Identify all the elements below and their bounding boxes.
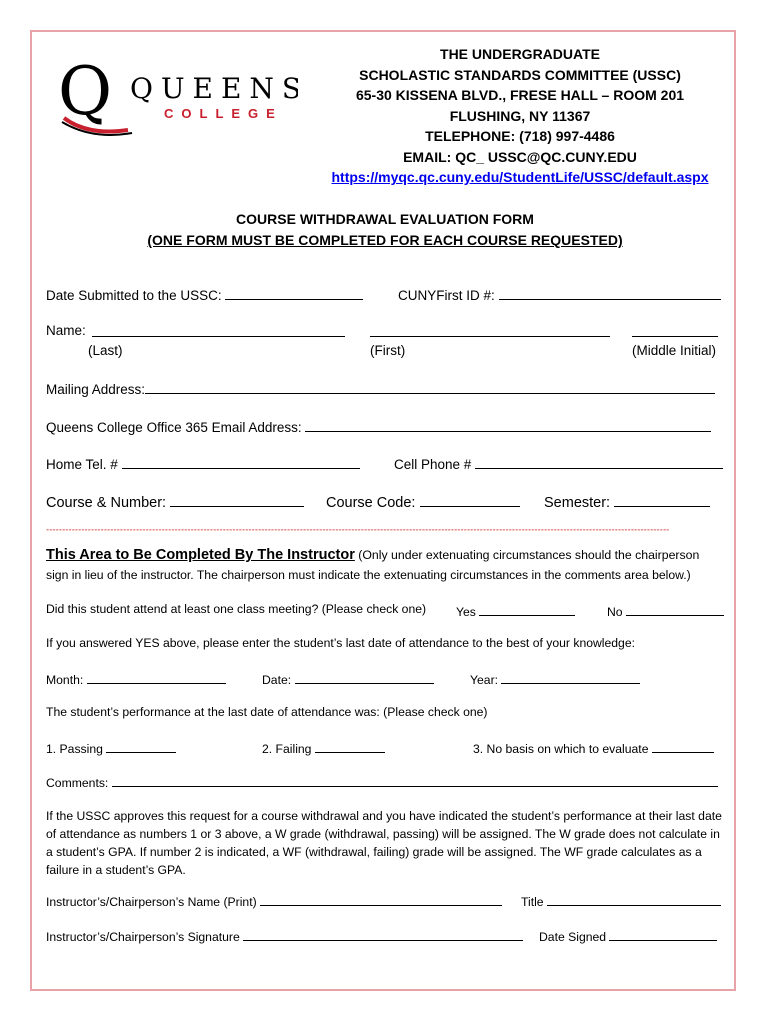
name-print-field[interactable] bbox=[46, 892, 502, 909]
year-label: Year: bbox=[470, 673, 499, 687]
year-field[interactable] bbox=[470, 670, 640, 687]
no-basis-field[interactable] bbox=[473, 739, 714, 756]
failing-label: 2. Failing bbox=[262, 742, 312, 756]
no-basis-label: 3. No basis on which to evaluate bbox=[473, 742, 649, 756]
date-signed-field[interactable] bbox=[539, 927, 717, 944]
course-code-field[interactable] bbox=[326, 493, 520, 511]
committee-header bbox=[300, 44, 740, 188]
email-label: Queens College Office 365 Email Address: bbox=[46, 420, 302, 435]
queens-college-logo bbox=[58, 60, 298, 140]
logo-mark bbox=[58, 60, 298, 140]
form-title: COURSE WITHDRAWAL EVALUATION FORM bbox=[236, 211, 534, 227]
performance-question: The student’s performance at the last date of attendance was: (Please check one) bbox=[46, 705, 488, 719]
month-label: Month: bbox=[46, 673, 84, 687]
instructor-heading: This Area to Be Completed By The Instructor bbox=[46, 547, 355, 563]
home-tel-field[interactable] bbox=[46, 455, 360, 472]
passing-field[interactable] bbox=[46, 739, 176, 756]
attend-question: Did this student attend at least one class meeting? (Please check one) bbox=[46, 602, 427, 616]
signature-field[interactable] bbox=[46, 927, 523, 944]
form-subtitle: (ONE FORM MUST BE COMPLETED FOR EACH COURSE REQUESTED) bbox=[147, 232, 623, 248]
header-line5: TELEPHONE: (718) 997-4486 bbox=[425, 128, 615, 144]
logo-queens: QUEENS bbox=[130, 72, 298, 105]
name-label: Name: bbox=[46, 323, 86, 338]
mailing-address-label: Mailing Address: bbox=[46, 382, 146, 397]
date-signed-label: Date Signed bbox=[539, 930, 607, 944]
cunyfirst-id-field[interactable] bbox=[398, 286, 721, 303]
name-print-label: Instructor’s/Chairperson’s Name (Print) bbox=[46, 895, 257, 909]
passing-label: 1. Passing bbox=[46, 742, 103, 756]
comments-field[interactable] bbox=[46, 773, 718, 790]
cunyfirst-id-label: CUNYFirst ID #: bbox=[398, 288, 495, 303]
header-email: EMAIL: QC_ USSC@QC.CUNY.EDU bbox=[403, 148, 637, 165]
month-field[interactable] bbox=[46, 670, 226, 687]
last-name-field[interactable] bbox=[92, 323, 345, 342]
home-tel-label: Home Tel. # bbox=[46, 457, 118, 472]
header-line1: THE UNDERGRADUATE bbox=[440, 46, 600, 62]
title-label: Title bbox=[521, 895, 544, 909]
semester-label: Semester: bbox=[544, 495, 611, 511]
comments-label: Comments: bbox=[46, 776, 109, 790]
attend-no-field[interactable] bbox=[607, 602, 724, 619]
instructor-heading-note: (Only under extenuating circumstances should the chairperson bbox=[354, 548, 700, 562]
approval-paragraph: If the USSC approves this request for a course withdrawal and you have indicated the student’s performance at their last date of attendance as numbers 1 or 3 above, a W grade (withdrawal, passing) will be assigned. The W grade does not calculate in a student’s GPA. If number 2 is indicated, a WF (withdrawal, failing) grade will be assigned. The WF grade calculates as a failure in a student’s GPA. bbox=[46, 809, 722, 877]
logo-q: Q bbox=[58, 60, 113, 130]
title-field[interactable] bbox=[521, 892, 721, 909]
first-name-field[interactable] bbox=[370, 323, 610, 342]
last-caption: (Last) bbox=[88, 343, 123, 358]
date-submitted-field[interactable] bbox=[46, 286, 363, 303]
instructor-note-line2: sign in lieu of the instructor. The chairperson must indicate the extenuating circumstances in the comments area below.) bbox=[46, 568, 691, 582]
date-label: Date: bbox=[262, 673, 292, 687]
date-submitted-label: Date Submitted to the USSC: bbox=[46, 288, 222, 303]
cell-phone-label: Cell Phone # bbox=[394, 457, 472, 472]
yes-label: Yes bbox=[456, 605, 476, 619]
middle-initial-field[interactable] bbox=[632, 323, 718, 342]
date-field[interactable] bbox=[262, 670, 434, 687]
logo-college: COLLEGE bbox=[164, 106, 283, 121]
signature-label: Instructor’s/Chairperson’s Signature bbox=[46, 930, 240, 944]
ussc-link[interactable]: https://myqc.qc.cuny.edu/StudentLife/USSC/default.aspx bbox=[331, 169, 709, 185]
attend-yes-field[interactable] bbox=[456, 602, 575, 619]
course-number-field[interactable] bbox=[46, 493, 304, 511]
semester-field[interactable] bbox=[544, 493, 710, 511]
header-line2: SCHOLASTIC STANDARDS COMMITTEE (USSC) bbox=[359, 66, 681, 83]
header-line3: 65-30 KISSENA BLVD., FRESE HALL – ROOM 201 bbox=[355, 87, 685, 103]
no-label: No bbox=[607, 605, 623, 619]
mailing-address-field[interactable] bbox=[46, 380, 715, 397]
asterisk-separator: ************************************************************************************************************************************************************************************************** bbox=[46, 529, 670, 535]
email-field[interactable] bbox=[46, 418, 711, 435]
instructor-heading-row bbox=[46, 547, 699, 563]
course-code-label: Course Code: bbox=[326, 495, 416, 511]
cell-phone-field[interactable] bbox=[394, 455, 723, 472]
header-line4: FLUSHING, NY 11367 bbox=[449, 107, 591, 124]
middle-caption: (Middle Initial) bbox=[632, 343, 717, 358]
course-number-label: Course & Number: bbox=[46, 495, 167, 511]
last-date-question: If you answered YES above, please enter the student’s last date of attendance to the best of your knowledge: bbox=[46, 636, 636, 650]
failing-field[interactable] bbox=[262, 739, 385, 756]
first-caption: (First) bbox=[370, 343, 406, 358]
